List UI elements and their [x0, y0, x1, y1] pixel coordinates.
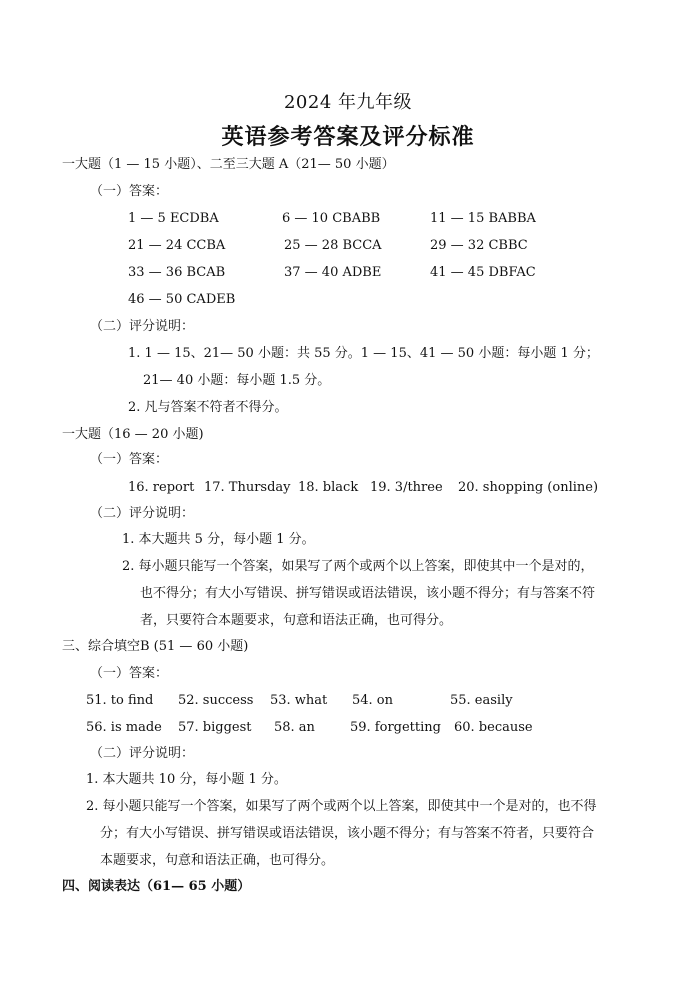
section2-scoring-label: （二）评分说明： — [90, 506, 195, 521]
answer-item: 58. an — [274, 720, 315, 735]
answer-item: 20. shopping (online) — [458, 480, 599, 495]
scoring-note: 者，只要符合本题要求，句意和语法正确，也可得分。 — [140, 613, 453, 628]
scoring-note: 2. 每小题只能写一个答案，如果写了两个或两个以上答案，即使其中一个是对的，也不得 — [86, 799, 597, 814]
answer-group: 25 — 28 BCCA — [284, 238, 382, 253]
section2-answers-label: （一）答案： — [90, 452, 169, 467]
answer-group: 41 — 45 DBFAC — [430, 265, 536, 280]
answer-item: 57. biggest — [178, 720, 252, 735]
section3-scoring-label: （二）评分说明： — [90, 746, 195, 761]
answer-group: 33 — 36 BCAB — [128, 265, 226, 280]
answer-item: 16. report — [128, 480, 195, 495]
answer-item: 51. to find — [86, 693, 154, 708]
answer-item: 55. easily — [450, 693, 513, 708]
answer-group: 6 — 10 CBABB — [282, 211, 381, 226]
section2-heading: 一大题（16 — 20 小题) — [62, 427, 204, 442]
answer-item: 60. because — [454, 720, 533, 735]
answer-item: 54. on — [352, 693, 394, 708]
section3-heading: 三、综合填空B (51 — 60 小题) — [62, 639, 249, 654]
scoring-note: 21— 40 小题：每小题 1.5 分。 — [143, 373, 331, 388]
scoring-note: 2. 凡与答案不符者不得分。 — [128, 400, 288, 415]
section3-answers-label: （一）答案： — [90, 666, 169, 681]
section1-heading: 一大题（1 — 15 小题）、二至三大题 A（21— 50 小题） — [62, 157, 395, 172]
answer-item: 17. Thursday — [204, 480, 291, 495]
answer-group: 1 — 5 ECDBA — [128, 211, 219, 226]
section1-answers-label: （一）答案： — [90, 184, 169, 199]
section1-scoring-label: （二）评分说明： — [90, 319, 195, 334]
answer-group: 11 — 15 BABBA — [430, 211, 536, 226]
scoring-note: 1. 本大题共 5 分，每小题 1 分。 — [122, 532, 315, 547]
scoring-note: 1. 1 — 15、21— 50 小题：共 55 分。1 — 15、41 — 50 小题：每小题 1 分； — [128, 346, 599, 361]
document-subtitle: 2024 年九年级 — [283, 92, 413, 113]
answer-item: 56. is made — [86, 720, 162, 735]
answer-item: 59. forgetting — [350, 720, 441, 735]
answer-group: 29 — 32 CBBC — [430, 238, 528, 253]
answer-item: 19. 3/three — [370, 480, 443, 495]
document-title: 英语参考答案及评分标准 — [221, 124, 475, 150]
answer-group: 37 — 40 ADBE — [284, 265, 382, 280]
answer-group: 46 — 50 CADEB — [128, 292, 236, 307]
answer-group: 21 — 24 CCBA — [128, 238, 226, 253]
scoring-note: 也不得分；有大小写错误、拼写错误或语法错误，该小题不得分；有与答案不符 — [140, 586, 596, 601]
section4-heading: 四、阅读表达（61— 65 小题） — [62, 879, 251, 894]
answer-item: 52. success — [178, 693, 254, 708]
scoring-note: 分；有大小写错误、拼写错误或语法错误，该小题不得分；有与答案不符者，只要符合 — [100, 826, 595, 841]
scoring-note: 本题要求，句意和语法正确，也可得分。 — [100, 853, 335, 868]
scoring-note: 2. 每小题只能写一个答案，如果写了两个或两个以上答案，即使其中一个是对的， — [122, 559, 594, 574]
scoring-note: 1. 本大题共 10 分，每小题 1 分。 — [86, 772, 287, 787]
answer-item: 53. what — [270, 693, 328, 708]
answer-item: 18. black — [298, 480, 359, 495]
